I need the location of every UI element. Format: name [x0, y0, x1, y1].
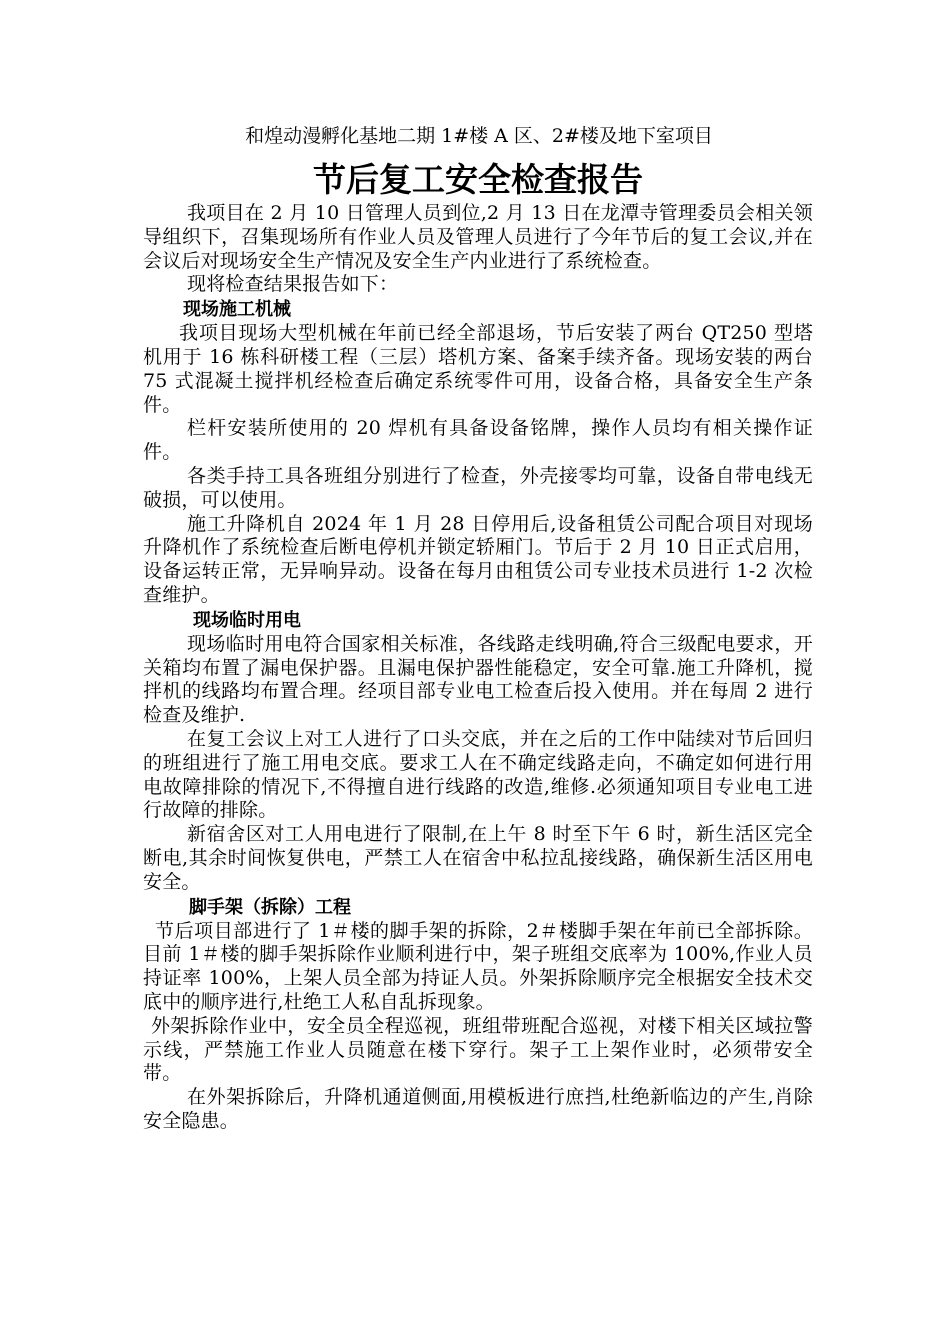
section-paragraph: 节后项目部进行了 1＃楼的脚手架的拆除，2＃楼脚手架在年前已全部拆除。目前 1＃楼的脚手架拆除作业顺利进行中，架子班组交底率为 100%,作业人员持证率 100%，上架人员全部为持证人员。外架拆除顺序完全根据安全技术交底中的顺序进行,杜绝工人私自乱拆现象。 — [143, 919, 813, 1013]
section-heading-machinery: 现场施工机械 — [183, 299, 291, 321]
section-paragraph: 我项目现场大型机械在年前已经全部退场，节后安装了两台 QT250 型塔机用于 16 栋科研楼工程（三层）塔机方案、备案手续齐备。现场安装的两台 75 式混凝土搅拌机经检查后确定系统零件可用，设备合格，具备安全生产条件。 — [143, 322, 813, 416]
section-paragraph: 施工升降机自 2024 年 1 月 28 日停用后,设备租赁公司配合项目对现场升降机作了系统检查后断电停机并锁定轿厢门。节后于 2 月 10 日正式启用，设备运转正常，无异响异动。设备在每月由租赁公司专业技术员进行 1-2 次检查维护。 — [143, 512, 813, 606]
section-paragraph: 外架拆除作业中，安全员全程巡视，班组带班配合巡视，对楼下相关区域拉警示线，严禁施工作业人员随意在楼下穿行。架子工上架作业时，必须带安全带。 — [143, 1014, 813, 1085]
section-paragraph: 在复工会议上对工人进行了口头交底，并在之后的工作中陆续对节后回归的班组进行了施工用电交底。要求工人在不确定线路走向，不确定如何进行用电故障排除的情况下,不得擅自进行线路的改造,维修.必须通知项目专业电工进行故障的排除。 — [143, 727, 813, 822]
section-paragraph: 栏杆安装所使用的 20 焊机有具备设备铭牌，操作人员均有相关操作证件。 — [143, 417, 813, 464]
section-paragraph: 各类手持工具各班组分别进行了检查，外壳接零均可靠，设备自带电线无破损，可以使用。 — [143, 464, 813, 511]
project-subtitle: 和煌动漫孵化基地二期 1#楼 A 区、2#楼及地下室项目 — [245, 125, 713, 147]
intro-paragraph: 我项目在 2 月 10 日管理人员到位,2 月 13 日在龙潭寺管理委员会相关领导组织下，召集现场所有作业人员及管理人员进行了今年节后的复工会议,并在会议后对现场安全生产情况及安全生产内业进行了系统检查。 — [143, 202, 813, 272]
report-title: 节后复工安全检查报告 — [313, 160, 643, 199]
section-paragraph: 现场临时用电符合国家相关标准，各线路走线明确,符合三级配电要求，开关箱均布置了漏电保护器。且漏电保护器性能稳定，安全可靠.施工升降机，搅拌机的线路均布置合理。经项目部专业电工检查后投入使用。并在每周 2 进行检查及维护. — [143, 632, 813, 727]
section-paragraph: 在外架拆除后，升降机通道侧面,用模板进行庶挡,杜绝新临边的产生,肖除安全隐患。 — [143, 1086, 813, 1132]
report-body — [143, 120, 813, 1134]
section-heading-scaffolding: 脚手架（拆除）工程 — [189, 896, 351, 918]
section-paragraph: 新宿舍区对工人用电进行了限制,在上午 8 时至下午 6 时，新生活区完全断电,其余时间恢复供电，严禁工人在宿舍中私拉乱接线路，确保新生活区用电安全。 — [143, 823, 813, 893]
section-heading-temporary-power: 现场临时用电 — [193, 609, 301, 631]
intro-paragraph: 现将检查结果报告如下： — [187, 273, 399, 296]
